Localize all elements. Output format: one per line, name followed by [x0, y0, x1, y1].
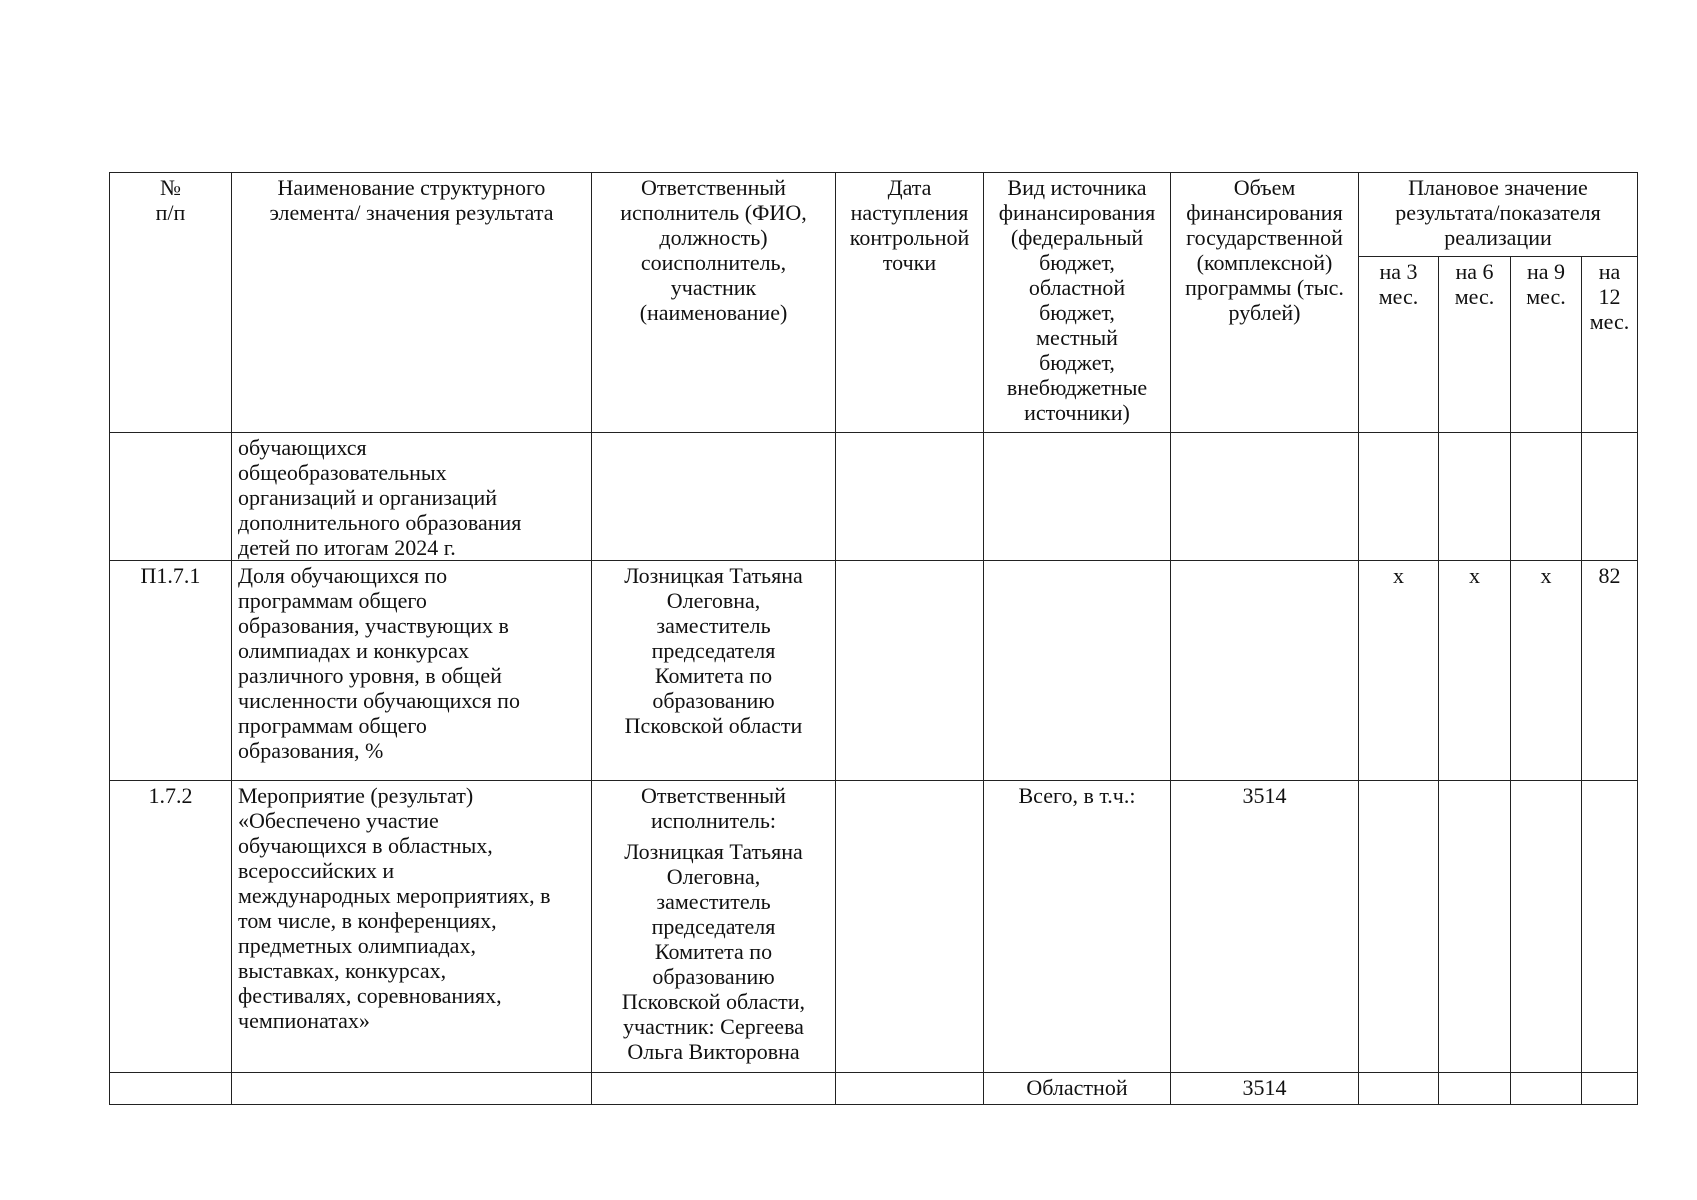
cell-num — [110, 433, 232, 561]
header-planned: Плановое значение результата/показателя реализации — [1359, 173, 1638, 257]
cell-m3 — [1359, 1073, 1439, 1105]
cell-m9 — [1511, 1073, 1582, 1105]
responsible-role-label: Ответственный исполнитель: — [641, 783, 786, 833]
cell-source: Областной — [984, 1073, 1171, 1105]
cell-num: П1.7.1 — [110, 561, 232, 781]
cell-m12: 82 — [1582, 561, 1638, 781]
cell-m3 — [1359, 433, 1439, 561]
cell-responsible — [592, 1073, 836, 1105]
program-table — [109, 172, 1638, 1105]
cell-source: Всего, в т.ч.: — [984, 781, 1171, 1073]
header-m3: на 3 мес. — [1359, 257, 1439, 433]
cell-responsible: Лозницкая Татьяна Олеговна, заместитель председателя Комитета по образованию Псковской области — [592, 561, 836, 781]
table-header-row — [110, 173, 1638, 257]
table-row — [110, 1073, 1638, 1105]
header-responsible: Ответственный исполнитель (ФИО, должность) соисполнитель, участник (наименование) — [592, 173, 836, 433]
cell-date — [836, 433, 984, 561]
cell-volume — [1171, 433, 1359, 561]
cell-m9 — [1511, 781, 1582, 1073]
cell-m3: x — [1359, 561, 1439, 781]
cell-date — [836, 1073, 984, 1105]
cell-m12 — [1582, 781, 1638, 1073]
cell-m6 — [1439, 1073, 1511, 1105]
table-row — [110, 561, 1638, 781]
cell-m3 — [1359, 781, 1439, 1073]
cell-source — [984, 433, 1171, 561]
header-m9: на 9 мес. — [1511, 257, 1582, 433]
header-source: Вид источника финансирования (федеральный бюджет, областной бюджет, местный бюджет, внебюджетные источники) — [984, 173, 1171, 433]
cell-m6 — [1439, 781, 1511, 1073]
cell-m6: x — [1439, 561, 1511, 781]
cell-responsible — [592, 433, 836, 561]
cell-date — [836, 781, 984, 1073]
cell-name: обучающихся общеобразовательных организаций и организаций дополнительного образования детей по итогам 2024 г. — [232, 433, 592, 561]
cell-volume — [1171, 561, 1359, 781]
cell-m12 — [1582, 1073, 1638, 1105]
header-date: Дата наступления контрольной точки — [836, 173, 984, 433]
header-m6: на 6 мес. — [1439, 257, 1511, 433]
cell-num — [110, 1073, 232, 1105]
cell-volume: 3514 — [1171, 781, 1359, 1073]
cell-volume: 3514 — [1171, 1073, 1359, 1105]
cell-m6 — [1439, 433, 1511, 561]
cell-name: Мероприятие (результат) «Обеспечено участие обучающихся в областных, всероссийских и международных мероприятиях, в том числе, в конференциях, предметных олимпиадах, выставках, конкурсах, фестивалях, соревнованиях, чемпионатах» — [232, 781, 592, 1073]
table-row — [110, 433, 1638, 561]
header-num: № п/п — [110, 173, 232, 433]
responsible-person: Лозницкая Татьяна Олеговна, заместитель председателя Комитета по образованию Псковской области, участник: Сергеева Ольга Викторовна — [621, 839, 806, 1064]
cell-num: 1.7.2 — [110, 781, 232, 1073]
table-row — [110, 781, 1638, 1073]
cell-source — [984, 561, 1171, 781]
document-sheet — [109, 172, 1637, 1105]
cell-name — [232, 1073, 592, 1105]
cell-m9: x — [1511, 561, 1582, 781]
cell-m9 — [1511, 433, 1582, 561]
cell-responsible — [592, 781, 836, 1073]
header-volume: Объем финансирования государственной (комплексной) программы (тыс. рублей) — [1171, 173, 1359, 433]
cell-name: Доля обучающихся по программам общего образования, участвующих в олимпиадах и конкурсах различного уровня, в общей численности обучающихся по программам общего образования, % — [232, 561, 592, 781]
cell-m12 — [1582, 433, 1638, 561]
header-name: Наименование структурного элемента/ значения результата — [232, 173, 592, 433]
header-m12: на 12 мес. — [1582, 257, 1638, 433]
cell-date — [836, 561, 984, 781]
